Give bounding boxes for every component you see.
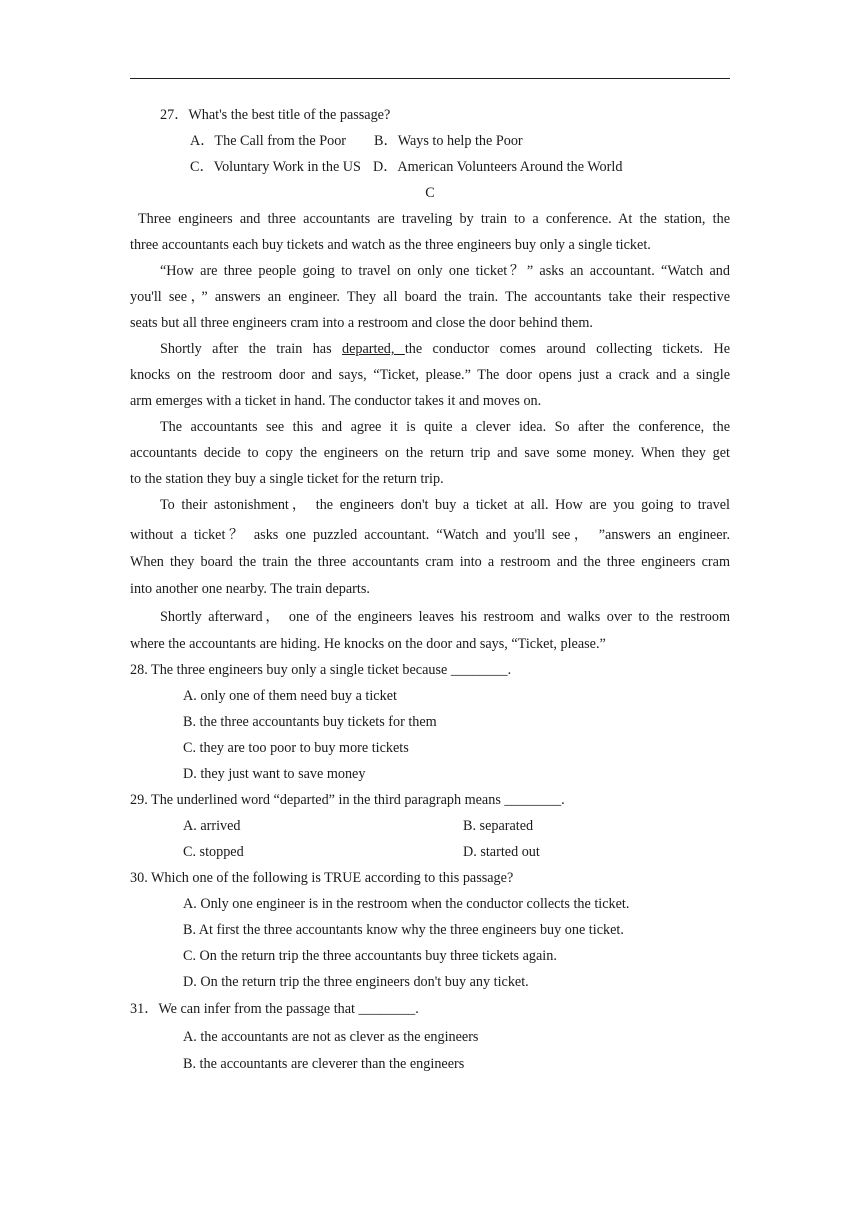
passage-p1-line1: Three engineers and three accountants are traveling by train to a conference. At the station, the	[138, 211, 730, 227]
q29-options-row1	[130, 813, 730, 839]
q30-option-a: A. Only one engineer is in the restroom when the conductor collects the ticket.	[183, 896, 630, 912]
passage-p3-text-a: Shortly after the train has	[160, 341, 343, 357]
passage-p6-line1: Shortly afterward， one of the engineers leaves his restroom and walks over to the restroom	[160, 609, 730, 625]
q30-option-b: B. At first the three accountants know why the three engineers buy one ticket.	[183, 922, 624, 938]
passage-p5-line1: To their astonishment， the engineers don't buy a ticket at all. How are you going to travel	[160, 497, 730, 513]
passage-p3-line1	[130, 336, 730, 362]
q30-option-d: D. On the return trip the three engineers don't buy any ticket.	[183, 974, 529, 990]
q27-option-c: C．Voluntary Work in the US	[190, 159, 361, 175]
passage-p2-line2: you'll see，” answers an engineer. They all board the train. The accountants take their respective	[130, 289, 730, 305]
q29-option-a: A. arrived	[183, 818, 241, 834]
passage-p5-line2: without a ticket？ asks one puzzled accountant. “Watch and you'll see， ”answers an engineer.	[130, 527, 730, 543]
passage-p2-line1: “How are three people going to travel on only one ticket？” asks an accountant. “Watch and	[160, 263, 730, 279]
section-label: C	[425, 185, 435, 201]
q27-option-a: A．The Call from the Poor	[190, 133, 347, 149]
passage-p5-line4: into another one nearby. The train departs.	[130, 581, 370, 597]
passage-p6-line2: where the accountants are hiding. He knocks on the door and says, “Ticket, please.”	[130, 636, 606, 652]
passage-p3-text-b: the conductor comes around collecting tickets. He	[404, 341, 730, 357]
header-rule	[130, 78, 730, 79]
passage-p5-line3: When they board the train the three accountants cram into a restroom and the three engineers cram	[130, 554, 730, 570]
q28-stem: 28. The three engineers buy only a single ticket because ________.	[130, 662, 512, 678]
q30-stem: 30. Which one of the following is TRUE according to this passage?	[130, 870, 514, 886]
page-content	[130, 102, 730, 1077]
q29-option-c: C. stopped	[183, 844, 244, 860]
q28-option-d: D. they just want to save money	[183, 766, 366, 782]
underlined-word-departed: departed,	[342, 341, 405, 357]
q31-option-b: B. the accountants are cleverer than the engineers	[183, 1056, 465, 1072]
passage-p1-line2: three accountants each buy tickets and watch as the three engineers buy only a single ticket.	[130, 237, 651, 253]
q31-stem: 31．We can infer from the passage that ________.	[130, 1001, 419, 1017]
q28-option-b: B. the three accountants buy tickets for them	[183, 714, 437, 730]
q29-option-b: B. separated	[463, 818, 534, 834]
q28-option-c: C. they are too poor to buy more tickets	[183, 740, 409, 756]
q28-option-a: A. only one of them need buy a ticket	[183, 688, 397, 704]
q30-option-c: C. On the return trip the three accountants buy three tickets again.	[183, 948, 557, 964]
passage-p4-line1: The accountants see this and agree it is quite a clever idea. So after the conference, the	[160, 419, 730, 435]
q29-option-d: D. started out	[463, 844, 540, 860]
passage-p4-line2: accountants decide to copy the engineers on the return trip and save some money. When they get	[130, 445, 730, 461]
q27-options-row1	[130, 128, 730, 154]
q27-option-d: D．American Volunteers Around the World	[372, 159, 623, 175]
passage-p3-line3: arm emerges with a ticket in hand. The conductor takes it and moves on.	[130, 393, 542, 409]
q31-option-a: A. the accountants are not as clever as the engineers	[183, 1029, 479, 1045]
q27-options-row2	[130, 154, 730, 180]
q27-stem: 27．What's the best title of the passage?	[160, 107, 391, 123]
q29-options-row2	[130, 839, 730, 865]
passage-p4-line3: to the station they buy a single ticket for the return trip.	[130, 471, 444, 487]
q29-stem: 29. The underlined word “departed” in the third paragraph means ________.	[130, 792, 565, 808]
passage-p3-line2: knocks on the restroom door and says, “Ticket, please.” The door opens just a crack and a single	[130, 367, 730, 383]
passage-p2-line3: seats but all three engineers cram into a restroom and close the door behind them.	[130, 315, 593, 331]
q27-option-b: B．Ways to help the Poor	[374, 133, 523, 149]
